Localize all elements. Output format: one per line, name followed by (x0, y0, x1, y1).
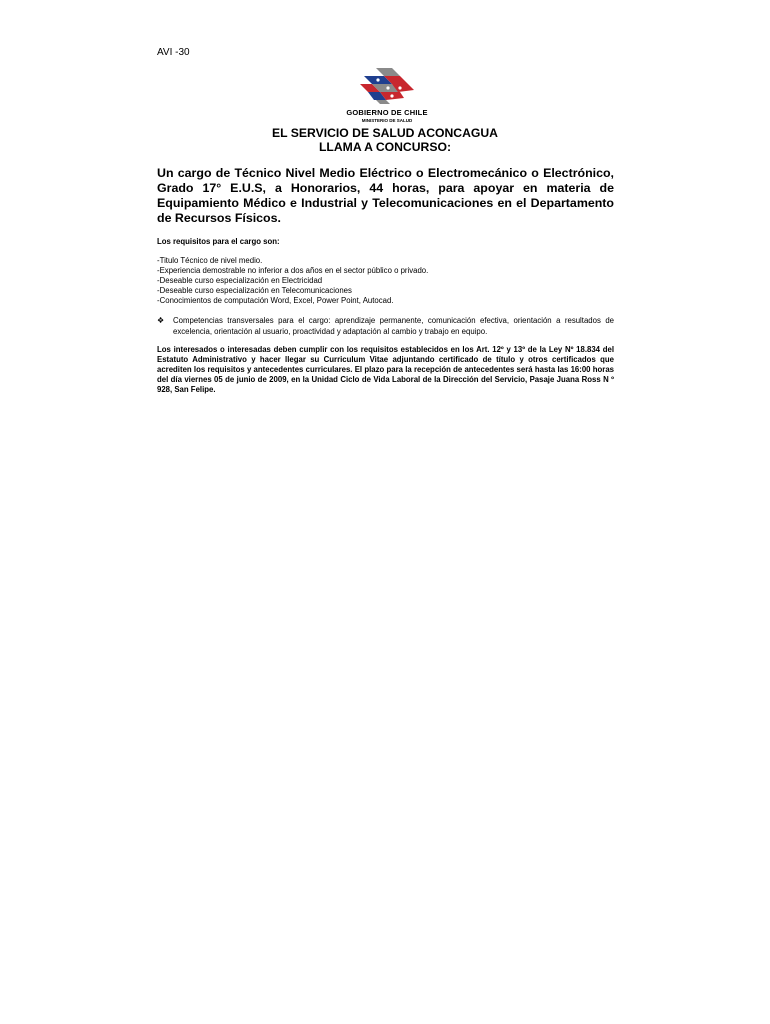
competencies-item (157, 316, 614, 337)
gobierno-de-chile-logo (342, 66, 432, 126)
requirement-item: -Deseable curso especialización en Telecomunicaciones (157, 286, 352, 295)
document-code: AVI -30 (157, 47, 190, 58)
requirement-item: -Experiencia demostrable no inferior a dos años en el sector público o privado. (157, 266, 429, 275)
requirement-item: -Deseable curso especialización en Electricidad (157, 276, 323, 285)
requirement-item: -Conocimientos de computación Word, Excel, Power Point, Autocad. (157, 296, 394, 305)
logo-subtitle: MINISTERIO DE SALUD (361, 118, 413, 123)
document-title-line2: LLAMA A CONCURSO: (318, 140, 451, 154)
diamond-bullet-icon: ❖ (157, 316, 165, 325)
document-title-line1: EL SERVICIO DE SALUD ACONCAGUA (272, 126, 498, 140)
position-description: Un cargo de Técnico Nivel Medio Eléctrico o Electromecánico o Electrónico, Grado 17° E.U.S, a Honorarios, 44 horas, para apoyar en materia de Equipamiento Médico e Industrial y Telecomunicaciones en el Departamento de Recursos Físicos. (157, 166, 614, 225)
application-instructions: Los interesados o interesadas deben cumplir con los requisitos establecidos en los Art. 12º y 13º de la Ley Nº 18.834 del Estatuto Administrativo y hacer llegar su Curriculum Vitae adjuntando certificado de título y otros certificados que acrediten los requisitos y antecedentes curriculares. El plazo para la recepción de antecedentes será hasta las 16:00 horas del día viernes 05 de junio de 2009, en la Unidad Ciclo de Vida Laboral de la Dirección del Servicio, Pasaje Juana Ross N º 928, San Felipe. (157, 345, 614, 394)
requirements-title: Los requisitos para el cargo son: (157, 237, 280, 246)
competencies-text: Competencias transversales para el cargo: aprendizaje permanente, comunicación efectiva, orientación a resultados de excelencia, orientación al usuario, proactividad y adaptación al cambio y trabajo en equipo. (173, 316, 614, 336)
chile-emblem-icon (356, 66, 418, 106)
requirements-list (157, 256, 614, 306)
logo-title: GOBIERNO DE CHILE (346, 108, 428, 117)
requirement-item: -Titulo Técnico de nivel medio. (157, 256, 263, 265)
